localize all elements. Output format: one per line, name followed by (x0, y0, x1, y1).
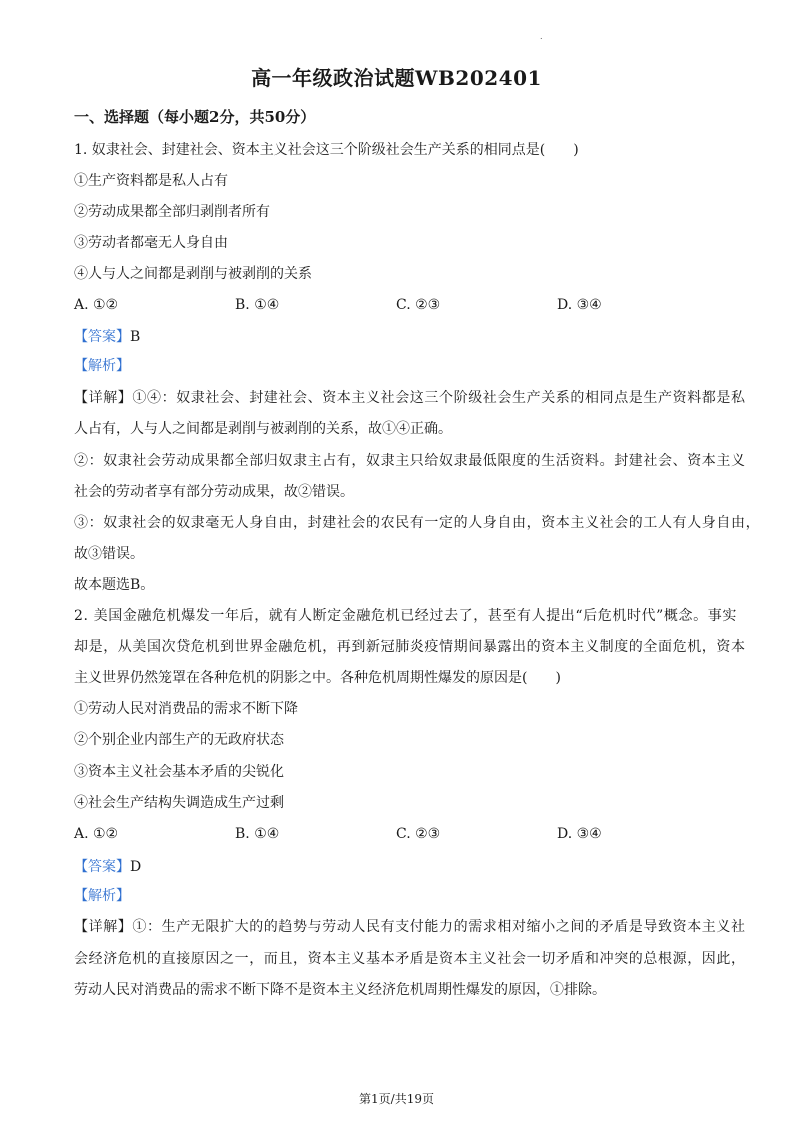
q1-detail-line: 人占有，人与人之间都是剥削与被剥削的关系，故①④正确。 (74, 421, 452, 437)
q1-option-d: D. ③④ (557, 297, 602, 313)
q2-option-a: A. ①② (74, 826, 119, 842)
page-footer: 第1页/共19页 (359, 1092, 434, 1106)
section-heading: 一、选择题（每小题2分，共50分） (74, 108, 316, 126)
detail-tag: 【详解】 (74, 919, 133, 935)
q1-analysis-tag (74, 356, 130, 376)
answer-value: D (130, 859, 142, 875)
page-title: 高一年级政治试题WB202401 (251, 66, 542, 90)
q1-option-a: A. ①② (74, 297, 119, 313)
answer-tag: 【答案】 (74, 329, 130, 345)
q2-detail-line: 会经济危机的直接原因之一，而且，资本主义基本矛盾是资本主义社会一切矛盾和冲突的总根源，因此， (74, 951, 746, 967)
q2-option-b: B. ①④ (235, 826, 280, 842)
answer-tag: 【答案】 (74, 859, 130, 875)
q2-item: ③资本主义社会基本矛盾的尖锐化 (74, 764, 284, 780)
analysis-tag: 【解析】 (74, 358, 130, 374)
q1-detail-line: ②：奴隶社会劳动成果都全部归奴隶主占有，奴隶主只给奴隶最低限度的生活资料。封建社会、资本主义 (74, 453, 746, 469)
q1-answer (74, 327, 140, 347)
q2-answer (74, 857, 141, 877)
q1-item: ②劳动成果都全部归剥削者所有 (74, 204, 270, 220)
q1-option-c: C. ②③ (396, 297, 441, 313)
q1-option-b: B. ①④ (235, 297, 280, 313)
q2-analysis-tag (74, 886, 130, 906)
q1-detail-line: 故本题选B。 (74, 577, 155, 593)
q1-item: ①生产资料都是私人占有 (74, 173, 228, 189)
answer-value: B (130, 329, 141, 345)
q2-item: ①劳动人民对消费品的需求不断下降 (74, 701, 298, 717)
detail-text: ①④：奴隶社会、封建社会、资本主义社会这三个阶级社会生产关系的相同点是生产资料都是私 (132, 390, 746, 406)
q2-option-d: D. ③④ (557, 826, 602, 842)
q2-option-c: C. ②③ (396, 826, 441, 842)
q2-detail-line (74, 917, 746, 937)
q1-stem: 1. 奴隶社会、封建社会、资本主义社会这三个阶级社会生产关系的相同点是( ) (74, 142, 579, 158)
q1-detail-line: 故③错误。 (74, 546, 144, 562)
q2-detail-line: 劳动人民对消费品的需求不断下降不是资本主义经济危机周期性爆发的原因，①排除。 (74, 982, 606, 998)
q1-item: ③劳动者都毫无人身自由 (74, 235, 228, 251)
q2-stem: 却是，从美国次贷危机到世界金融危机，再到新冠肺炎疫情期间暴露出的资本主义制度的全面危机，资本 (74, 639, 746, 655)
q2-stem: 主义世界仍然笼罩在各种危机的阴影之中。各种危机周期性爆发的原因是( ) (74, 670, 561, 686)
q1-item: ④人与人之间都是剥削与被剥削的关系 (74, 266, 312, 282)
detail-text: ①：生产无限扩大的的趋势与劳动人民有支付能力的需求相对缩小之间的矛盾是导致资本主义社 (132, 919, 746, 935)
corner-mark: . (540, 32, 543, 41)
q1-detail-line: ③：奴隶社会的奴隶毫无人身自由，封建社会的农民有一定的人身自由，资本主义社会的工人有人身自由， (74, 515, 761, 531)
q2-stem: 2. 美国金融危机爆发一年后，就有人断定金融危机已经过去了，甚至有人提出“后危机时代”概念。事实 (74, 608, 737, 624)
detail-tag: 【详解】 (74, 390, 133, 406)
q1-detail-line (74, 388, 746, 408)
q2-item: ④社会生产结构失调造成生产过剩 (74, 795, 284, 811)
analysis-tag: 【解析】 (74, 888, 130, 904)
q1-detail-line: 社会的劳动者享有部分劳动成果，故②错误。 (74, 484, 354, 500)
q2-item: ②个别企业内部生产的无政府状态 (74, 732, 284, 748)
